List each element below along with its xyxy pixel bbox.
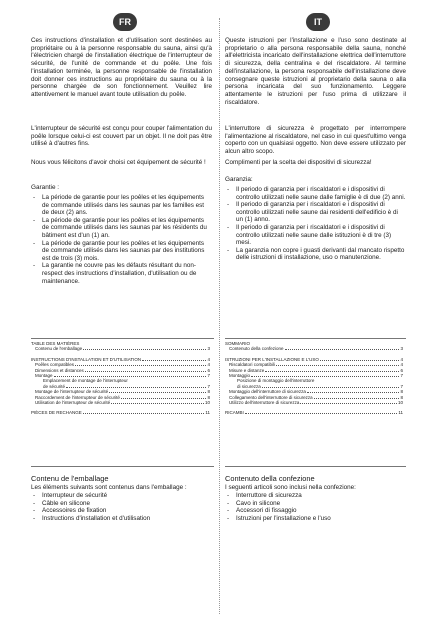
congrats-fr: Nous vous félicitons d'avoir choisi cet équipement de sécurité ! (31, 159, 206, 166)
toc-entry-label: di sicurezza (237, 383, 261, 389)
toc-entry-label: Utilisation de l'interrupteur de sécurité (35, 400, 111, 406)
toc-entry-label: Montage de l'interrupteur de sécurité (35, 389, 109, 395)
toc-entry-page: 10 (397, 400, 403, 406)
toc-entry-label: PIÈCES DE RECHANGE (31, 410, 82, 416)
warranty-list-fr (31, 194, 212, 285)
toc-entry-label: Poêles compatibles (35, 362, 75, 368)
toc-entry-page: 6 (400, 367, 403, 373)
toc-dot-leader (245, 411, 398, 414)
toc-dot-leader (307, 390, 400, 393)
toc-entry-label: TABLE DES MATIÈRES (31, 341, 80, 346)
list-item: - Il periodo di garanzia per i riscaldatori e i dispositivi di controllo utilizzati nelle saune dalle famiglie è di due (2) anni. (225, 186, 406, 201)
list-item: - Il periodo di garanzia per i riscaldatori e i dispositivi di controllo utilizzati nelle saune dai residenti dell'edificio è di un (1) anno. (225, 201, 406, 224)
switch-description-it: L'interruttore di sicurezza è progettato per interrompere l'alimentazione al riscaldatore, nel caso in cui quest'ultimo venga coperto con un qualsiasi oggetto. Non deve essere utilizzato per alcun altro scopo. (225, 125, 406, 156)
toc-dot-leader (285, 347, 400, 350)
toc-dot-leader (111, 401, 204, 404)
warranty-title-fr: Garantie : (31, 184, 60, 191)
list-item: - La période de garantie pour les poêles et les équipements de commande utilisés dans les saunas par des institutions est de trois (3) mois. (31, 240, 212, 263)
toc-dot-leader (276, 363, 399, 366)
contents-title-it: Contenuto della confezione (225, 474, 315, 483)
toc-entry-label: Collegamento dell'interruttore di sicurezza (229, 394, 313, 400)
toc-entry-page: 4 (207, 356, 210, 362)
toc-dot-leader (314, 396, 400, 399)
toc-entry-label: Posizione di montaggio dell'interruttore (237, 378, 315, 384)
toc-dot-leader (121, 396, 207, 399)
toc-entry-page: 10 (204, 400, 210, 406)
contents-title-fr: Contenu de l'emballage (31, 474, 109, 483)
toc-entry-label: Montaggio dell'interruttore di sicurezza (229, 389, 306, 395)
toc-entry-page: 8 (207, 394, 210, 400)
toc-entry-page: 4 (400, 356, 403, 362)
warranty-title-it: Garanzia: (225, 176, 253, 183)
toc-dot-leader (83, 411, 205, 414)
contents-list-it (225, 492, 406, 522)
toc-entry-page: 4 (400, 362, 403, 368)
list-item: - Il periodo di garanzia per i riscaldatori e i dispositivi di controllo utilizzati nelle saune dalle istituzioni è di tre (3) mesi. (225, 224, 406, 247)
toc-entry-label: de sécurité (43, 383, 66, 389)
toc-entry-page: 11 (205, 410, 210, 416)
toc-entry-page: 8 (400, 394, 403, 400)
toc-dot-leader (83, 347, 206, 350)
toc-entry-page: 7 (207, 373, 210, 379)
toc-entry-page: 8 (207, 389, 210, 395)
toc-entry (31, 410, 210, 415)
language-badge-fr: FR (113, 13, 137, 31)
list-item: - La garanzia non copre i guasti derivanti dal mancato rispetto delle istruzioni di installazione, uso o manutenzione. (225, 247, 406, 262)
toc-entry-label: Dimensions et distances (35, 367, 84, 373)
contents-intro-fr: Les éléments suivants sont contenus dans l'emballage : (31, 484, 187, 491)
toc-entry-page: 7 (400, 383, 403, 389)
toc-entry-label: Raccordement de l'interrupteur de sécurité (35, 394, 120, 400)
toc-entry-label: Utilizzo dell'interruttore di sicurezza (229, 400, 300, 406)
toc-dot-leader (300, 401, 397, 404)
toc-entry-page: 4 (207, 362, 210, 368)
toc-entry-page: 8 (400, 389, 403, 395)
toc-entry-label: RICAMBI (225, 410, 244, 416)
toc-entry-page: 7 (207, 383, 210, 389)
toc-entry-label: Montage (35, 373, 53, 379)
language-badge-it: IT (306, 13, 330, 31)
toc-dot-leader (54, 374, 207, 377)
table-of-contents-it (225, 341, 403, 416)
toc-entry-label: INSTRUCTIONS D'INSTALLATION ET D'UTILISATION (31, 356, 142, 362)
toc-entry-page: 7 (400, 373, 403, 379)
list-item: - La période de garantie pour les poêles et les équipements de commande utilisés dans les saunas par les résidents du bâtiment est d'un (1) an. (31, 217, 212, 240)
toc-entry-label: Riscaldatori compatibili (229, 362, 276, 368)
toc-dot-leader (265, 369, 399, 372)
congrats-it: Complimenti per la scelta dei dispositivi di sicurezza! (225, 159, 372, 166)
toc-dot-leader (142, 358, 206, 361)
toc-entry-page: 3 (400, 346, 403, 352)
toc-entry-page: 3 (207, 346, 210, 352)
toc-rule-it (225, 338, 406, 339)
toc-rule-fr (31, 338, 214, 339)
toc-entry-label: ISTRUZIONI PER L'INSTALLAZIONE E L'USO (225, 356, 319, 362)
list-item: - Instructions d'installation et d'utilisation (31, 515, 212, 523)
intro-paragraph-fr: Ces instructions d'installation et d'utilisation sont destinées au propriétaire ou à la personne responsable du sauna, ainsi qu'à l'électricien chargé de l'installation électrique de l'interrupteur de sécurité, de l'unité de commande et du poêle. Une fois l'installation terminée, la personne responsable de l'installation doit donner ces instructions au propriétaire du sauna ou à la personne chargée de son fonctionnement. Veuillez lire attentivement le manuel avant toute utilisation du poêle. (31, 37, 212, 98)
contents-rule-it (225, 466, 406, 467)
list-item: - La garantie ne couvre pas les défauts résultant du non-respect des instructions d'installation, d'utilisation ou de maintenance. (31, 262, 212, 285)
toc-dot-leader (251, 374, 399, 377)
warranty-list-it (225, 186, 406, 262)
list-item: - Istruzioni per l'installazione e l'uso (225, 515, 406, 523)
toc-dot-leader (109, 390, 206, 393)
switch-description-fr: L'interrupteur de sécurité est conçu pour couper l'alimentation du poêle lorsque celui-ci est couvert par un objet. Il ne doit pas être utilisé à d'autres fins. (31, 125, 212, 148)
toc-entry-label: Contenu de l'emballage (35, 346, 83, 352)
table-of-contents-fr (31, 341, 210, 416)
intro-paragraph-it: Queste istruzioni per l'installazione e l'uso sono destinate al proprietario o alla persona responsabile della sauna, nonché all'elettricista incaricato dell'installazione elettrica dell'interruttore di sicurezza, della centralina e del riscaldatore. Al termine dell'installazione, la persona responsabile dell'installazione deve consegnare queste istruzioni al proprietario della sauna o alla persona incaricata del suo funzionamento. Leggere attentamente le istruzioni per l'uso prima di utilizzare il riscaldatore. (225, 37, 406, 106)
column-divider (219, 18, 220, 614)
toc-entry-label: SOMMARIO (225, 341, 251, 346)
contents-intro-it: I seguenti articoli sono inclusi nella confezione: (225, 484, 356, 491)
toc-entry-label: Misure e distanze (229, 367, 265, 373)
list-item: - Accessori di fissaggio (225, 507, 406, 515)
toc-dot-leader (320, 358, 400, 361)
toc-entry-label: Contenuto della confezione (229, 346, 284, 352)
toc-dot-leader (85, 369, 207, 372)
toc-dot-leader (75, 363, 206, 366)
list-item: - Câble en silicone (31, 500, 212, 508)
toc-entry-label: Montaggio (229, 373, 251, 379)
toc-dot-leader (66, 385, 206, 388)
list-item: - Interruttore di sicurezza (225, 492, 406, 500)
toc-entry (225, 410, 403, 415)
toc-entry-page: 11 (398, 410, 403, 416)
list-item: - Accessoires de fixation (31, 507, 212, 515)
toc-dot-leader (262, 385, 400, 388)
list-item: - Interrupteur de sécurité (31, 492, 212, 500)
contents-rule-fr (31, 466, 214, 467)
toc-entry-page: 6 (207, 367, 210, 373)
list-item: - La période de garantie pour les poêles et les équipements de commande utilisés dans les saunas par les familles est de deux (2) ans. (31, 194, 212, 217)
contents-list-fr (31, 492, 212, 522)
list-item: - Cavo in silicone (225, 500, 406, 508)
toc-entry-label: Emplacement de montage de l'interrupteur (43, 378, 128, 384)
